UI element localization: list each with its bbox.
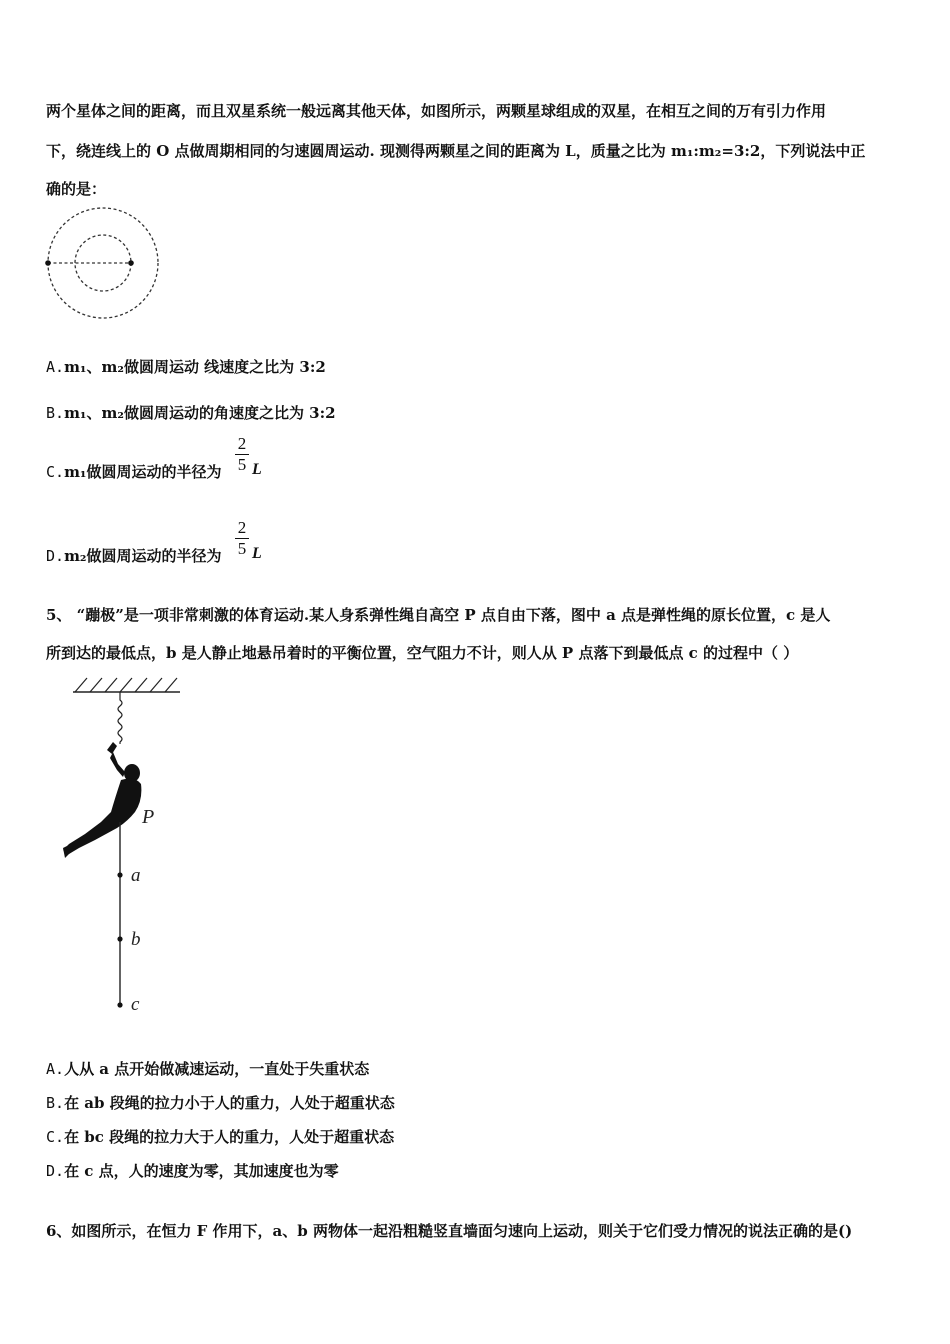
option-key: B. [46,1094,65,1112]
option-key: C. [46,1128,65,1146]
point-b [117,936,122,941]
q4-stem-line-2: 下，绕连线上的 O 点做周期相同的匀速圆周运动. 现测得两颗星之间的距离为 L，质量之比为 m₁:m₂=3:2，下列说法中正 [46,142,866,160]
q4-stem-line-1: 两个星体之间的距离，而且双星系统一般远离其他天体，如图所示，两颗星球组成的双星，在相互之间的万有引力作用 [46,102,827,120]
length-symbol: L [252,461,262,478]
fraction-d [235,518,249,559]
coiled-rope [118,692,122,744]
fraction-denominator: 5 [237,455,247,474]
jumper-silhouette [63,742,141,858]
star-m1 [45,260,51,266]
q5-stem-line-2: 所到达的最低点，b 是人静止地悬吊着时的平衡位置，空气阻力不计，则人从 P 点落下到最低点 c 的过程中（ ） [46,644,799,662]
q4-option-b [46,402,336,423]
fraction-denominator: 5 [237,539,247,558]
q4-stem-line-3: 确的是： [46,180,107,198]
q6-stem-line-1: 6、如图所示，在恒力 F 作用下，a、b 两物体一起沿粗糙竖直墙面匀速向上运动，则关于它们受力情况的说法正确的是() [46,1222,853,1240]
ceiling-hatch [75,678,177,692]
option-text: 在 ab 段绳的拉力小于人的重力，人处于超重状态 [64,1094,395,1112]
option-text: m₁、m₂做圆周运动 线速度之比为 3:2 [64,358,326,376]
q4-option-a [46,356,326,377]
option-key: B. [46,404,65,422]
label-p: P [142,806,155,828]
option-key: A. [46,358,65,376]
binary-star-diagram [40,200,170,325]
option-key: D. [46,1162,65,1180]
fraction-numerator: 2 [235,434,249,455]
label-b: b [131,929,141,950]
q5-option-b [46,1092,395,1113]
q5-option-a [46,1058,369,1079]
option-text: m₂做圆周运动的半径为 [64,547,222,565]
point-a [117,872,122,877]
length-symbol: L [252,545,262,562]
q5-option-d [46,1160,339,1181]
option-key: C. [46,463,65,481]
fraction-c [235,434,249,475]
label-c: c [131,994,140,1015]
option-text: 人从 a 点开始做减速运动，一直处于失重状态 [64,1060,370,1078]
option-text: 在 bc 段绳的拉力大于人的重力，人处于超重状态 [64,1128,395,1146]
option-key: A. [46,1060,65,1078]
fraction-numerator: 2 [235,518,249,539]
q5-stem-line-1: 5、 “蹦极”是一项非常刺激的体育运动.某人身系弹性绳自高空 P 点自由下落，图中 a 点是弹性绳的原长位置，c 是人 [46,606,831,624]
q4-option-c [46,461,222,482]
q4-option-d [46,545,222,566]
q5-option-c [46,1126,394,1147]
option-text: 在 c 点，人的速度为零，其加速度也为零 [64,1162,339,1180]
option-text: m₁、m₂做圆周运动的角速度之比为 3:2 [64,404,336,422]
option-text: m₁做圆周运动的半径为 [64,463,222,481]
star-m2 [128,260,134,266]
point-c [117,1002,122,1007]
label-a: a [131,865,141,886]
option-key: D. [46,547,65,565]
bungee-diagram [55,672,195,1022]
